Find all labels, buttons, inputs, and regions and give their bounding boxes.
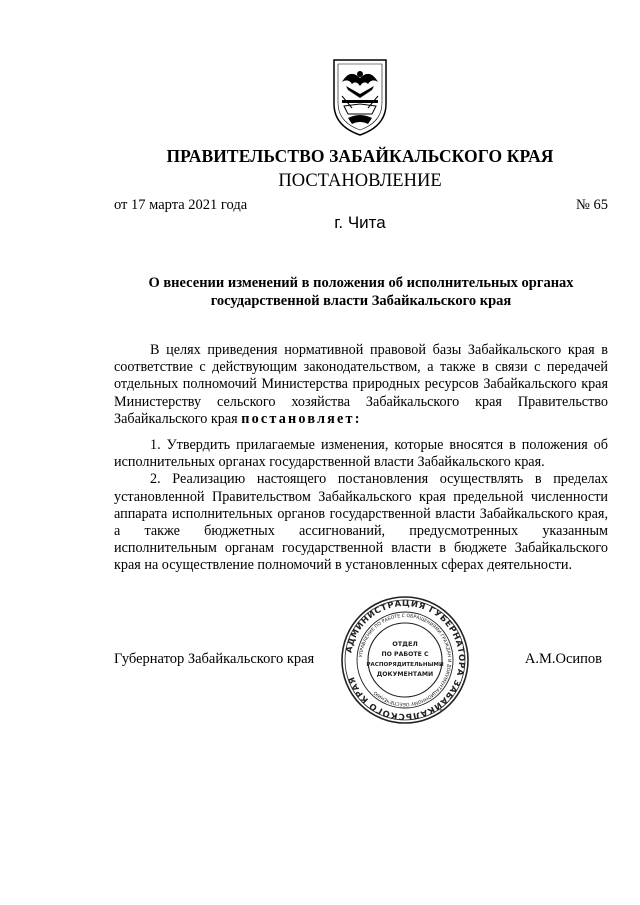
svg-text:ПО РАБОТЕ С: ПО РАБОТЕ С [381,651,429,658]
svg-text:ОТДЕЛ: ОТДЕЛ [392,640,418,648]
svg-text:АДМИНИСТРАЦИЯ ГУБЕРНАТОРА ЗАБА: АДМИНИСТРАЦИЯ ГУБЕРНАТОРА ЗАБАЙКАЛЬСКОГО КРАЯ [344,598,467,722]
title-line-1: О внесении изменений в положения об исполнительных органах [148,275,574,291]
preamble-text: В целях приведения нормативной правовой базы Забайкальского края в соответствие с действующим законодательством, а также в связи с передачей отдельных полномочий Министерства природных ресурсов Забайкальского края Министерству сельского хозяйства Забайкальского края Правительство Забайкальского края [114,342,608,427]
svg-text:РАСПОРЯДИТЕЛЬНЫМИ: РАСПОРЯДИТЕЛЬНЫМИ [366,662,444,668]
document-city: г. Чита [334,213,386,232]
document-number: № 65 [576,197,608,213]
resolves-word: постановляет: [241,410,362,427]
item-2-paragraph: 2. Реализацию настоящего постановления осуществлять в пределах установленной Правительством Забайкальского края предельной численности аппарата исполнительных органов государственной власти Забайкальского края, а также бюджетных ассигнований, предусмотренных указанным исполнительным органам государственной власти в бюджете Забайкальского края на осуществление полномочий в установленных сферах деятельности. [114,471,608,574]
title-line-2: государственной власти Забайкальского края [210,293,512,309]
document-body [114,342,608,575]
item-1-paragraph: 1. Утвердить прилагаемые изменения, которые вносятся в положения об исполнительных органах государственной власти Забайкальского края. [114,437,608,471]
svg-text:ДОКУМЕНТАМИ: ДОКУМЕНТАМИ [376,671,434,678]
document-date: от 17 марта 2021 года [114,197,248,213]
document-title [114,274,608,310]
signer-position: Губернатор Забайкальского края [114,651,315,667]
document-type: ПОСТАНОВЛЕНИЕ [278,171,442,191]
svg-text:УПРАВЛЕНИЕ ПО РАБОТЕ С ОБРАЩЕН: УПРАВЛЕНИЕ ПО РАБОТЕ С ОБРАЩЕНИЯМИ ГРАЖДАН И ДОКУМЕНТАЦИОННОМУ ОБЕСПЕЧЕНИЮ [359,613,452,707]
signer-name: А.М.Осипов [524,651,602,667]
official-stamp-seal [339,594,471,726]
issuing-authority: ПРАВИТЕЛЬСТВО ЗАБАЙКАЛЬСКОГО КРАЯ [166,146,554,166]
preamble-paragraph [114,342,608,428]
coat-of-arms-icon [328,56,392,138]
